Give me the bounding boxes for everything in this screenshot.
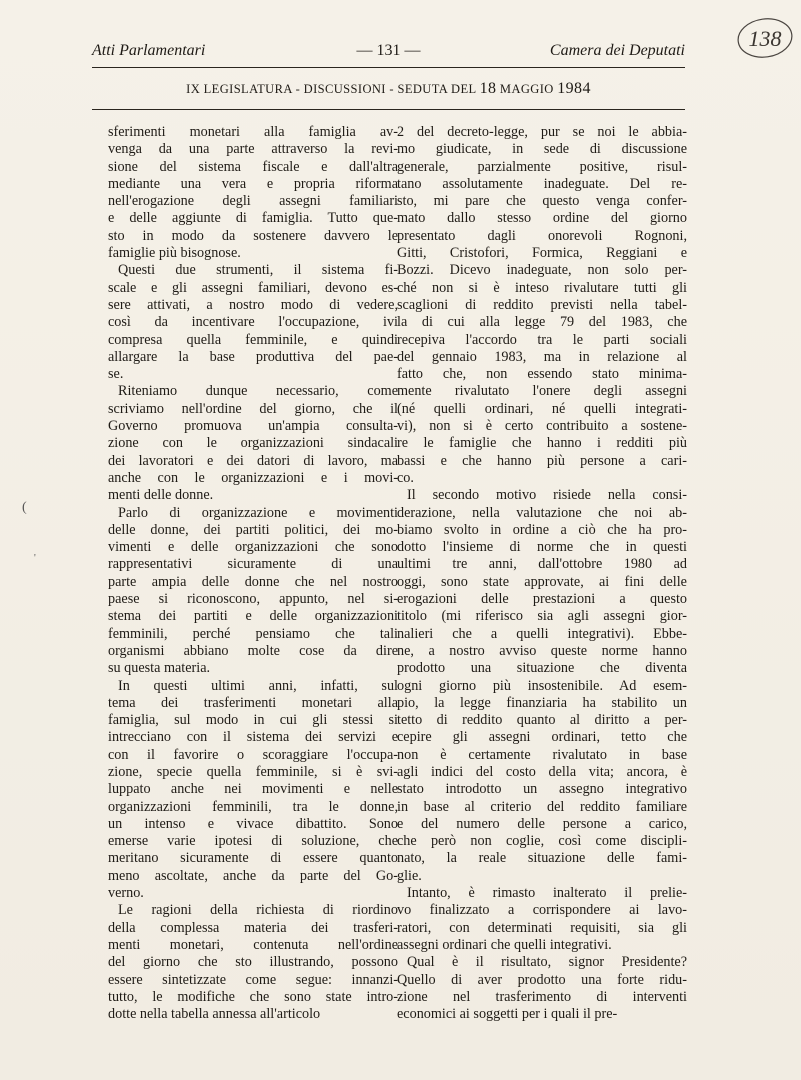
text-line: dotte nella tabella annessa all'articolo (108, 1006, 321, 1023)
text-line: Riteniamo dunque necessario, come (118, 383, 398, 400)
text-line: mato dallo stesso ordine del giorno (397, 210, 687, 227)
text-line: Parlo di organizzazione e movimenti (118, 504, 398, 521)
text-line: scriviamo nell'ordine del giorno, che il (108, 400, 398, 417)
text-line: Questi due strumenti, il sistema fi- (118, 262, 398, 279)
text-line: delle donne, dei partiti politici, dei mo- (108, 521, 398, 538)
text-column-left (108, 124, 398, 1023)
text-line: agli indici del costo della vita; ancora, è (397, 763, 687, 780)
text-line: (né quelli ordinari, né quelli integrati- (397, 400, 687, 417)
text-line: anche con le organizzazioni e i movi- (108, 469, 398, 486)
paragraph (108, 124, 398, 262)
page-header (92, 38, 685, 68)
subheader-year: 1984 (557, 80, 591, 97)
header-left: Atti Parlamentari (92, 42, 206, 59)
text-line: parte ampia delle donne che nel nostro (108, 573, 398, 590)
text-line: del gennaio 1983, ma in relazione al (397, 348, 687, 365)
text-line: venga da una parte attraverso la revi- (108, 141, 398, 158)
text-line: femminili, perché pensiamo che tali (108, 625, 398, 642)
text-line: dotto l'insieme di norme che in questi (397, 539, 687, 556)
text-line: pio, la legge finanziaria ha stabilito un (397, 694, 687, 711)
text-line: meritano sicuramente di essere quanto (108, 850, 398, 867)
text-line: re le famiglie che hanno i redditi più (397, 435, 687, 452)
text-line: mediante una vera e propria riforma (108, 175, 398, 192)
text-line: tetto di reddito quanto al diritto a per- (397, 712, 687, 729)
text-line: zione con le organizzazioni sindacali (108, 435, 398, 452)
text-line: ogni giorno più insostenibile. Ad esem- (397, 677, 687, 694)
text-line: sere attivati, a nostro modo di vedere, (108, 296, 398, 313)
text-line: co. (397, 469, 414, 486)
text-line: scale e gli assegni familiari, devono es- (108, 279, 398, 296)
paragraph (108, 262, 398, 383)
text-line: sto in modo da sostenere davvero le (108, 227, 398, 244)
text-line: zione nel trasferimento di interventi (397, 988, 687, 1005)
text-line: ratori, con determinati requisiti, sia gli (397, 919, 687, 936)
text-line: della complessa materia dei trasferi- (108, 919, 398, 936)
header-rule (92, 67, 685, 68)
subheader-rule (92, 109, 685, 110)
paragraph (108, 505, 398, 678)
text-line: Intanto, è rimasto inalterato il prelie- (407, 885, 687, 902)
text-line: organizzazioni femminili, tra le donne, (108, 798, 398, 815)
text-line: tema dei trasferimenti monetari alla (108, 694, 398, 711)
text-line: vimenti e delle organizzazioni che sono (108, 539, 398, 556)
text-line: titolo (mi riferisco sia agli assegni gior- (397, 608, 687, 625)
text-line: dei lavoratori e dei datori di lavoro, ma (108, 452, 398, 469)
text-line: cepire gli assegni ordinari, tetto che (397, 729, 687, 746)
text-line: famiglie più bisognose. (108, 245, 241, 262)
text-line: Bozzi. Dicevo inadeguate, non solo per- (397, 262, 687, 279)
text-line: su questa materia. (108, 660, 211, 677)
text-line: recepiva l'accordo tra le parti sociali (397, 331, 687, 348)
text-line: la di cui alla legge 79 del 1983, che (397, 314, 687, 331)
text-line: vo finalizzato a corrispondere ai lavo- (397, 902, 687, 919)
text-line: ne, a nostro avviso queste norme hanno (397, 642, 687, 659)
text-line: mo giudicate, in sede di discussione (397, 141, 687, 158)
text-line: In questi ultimi anni, infatti, sul (118, 677, 398, 694)
text-line: ultimi tre anni, dall'ottobre 1980 ad (397, 556, 687, 573)
text-line: prodotto una situazione che diventa (397, 660, 687, 677)
stamp-number: 138 (748, 26, 782, 51)
text-line: scaglioni di reddito previsti nella tabel- (397, 296, 687, 313)
text-line: nell'erogazione degli assegni familiari (108, 193, 398, 210)
text-line: essere sintetizzate come segue: innanzi- (108, 971, 398, 988)
text-line: ché non si è inteso rivalutare tutti gli (397, 279, 687, 296)
text-line: sto, mi pare che questo venga confer- (397, 193, 687, 210)
session-subheader (92, 80, 685, 98)
handwritten-page-stamp (735, 14, 795, 62)
paragraph (397, 885, 687, 954)
text-line: Qual è il risultato, signor Presidente? (407, 954, 687, 971)
text-line: menti delle donne. (108, 487, 214, 504)
subheader-text-a: IX LEGISLATURA - DISCUSSIONI - SEDUTA DEL (186, 82, 480, 96)
paragraph (108, 678, 398, 903)
text-line: Quello di aver prodotto una forte ridu- (397, 971, 687, 988)
text-line: biamo svolto in ordine a ciò che ha pro- (397, 521, 687, 538)
header-right: Camera dei Deputati (549, 42, 685, 59)
text-line: sferimenti monetari alla famiglia av- (108, 124, 398, 140)
text-line: economici ai soggetti per i quali il pre- (397, 1006, 618, 1023)
text-line: compresa quella femminile, e quindi (108, 331, 398, 348)
text-line: generale, parzialmente positive, risul- (397, 158, 687, 175)
text-line: emerse varie ipotesi di soluzione, che (108, 833, 398, 850)
text-line: allargare la base produttiva del pae- (108, 348, 398, 365)
text-line: oggi, sono state approvate, ai fini delle (397, 573, 687, 590)
text-line: Il secondo motivo risiede nella consi- (407, 487, 687, 504)
text-line: vi), non si è certo contribuito a sostene- (397, 418, 687, 435)
paragraph (108, 383, 398, 504)
text-column-right (397, 124, 687, 1023)
text-line: con il favorire o scoraggiare l'occupa- (108, 746, 398, 763)
paragraph (108, 902, 398, 1023)
text-line: bassi e che hanno più persone a cari- (397, 452, 687, 469)
subheader-text-b: MAGGIO (496, 82, 558, 96)
text-line: e delle aggiunte di famiglia. Tutto que- (108, 210, 398, 227)
text-line: che però non coglie, così come discipli- (397, 833, 687, 850)
text-line: presentato dagli onorevoli Rognoni, (397, 227, 687, 244)
margin-mark: ' (34, 553, 36, 564)
text-line: se. (108, 366, 124, 383)
text-line: sione del sistema fiscale e dall'altra (108, 158, 398, 175)
text-line: rappresentativi sicuramente di una (108, 556, 398, 573)
text-line: e del numero delle persone a carico, (397, 815, 687, 832)
text-line: assegni ordinari che quelli integrativi. (397, 936, 612, 953)
text-line: 2 del decreto-legge, pur se noi le abbia- (397, 124, 687, 140)
text-line: glie. (397, 867, 422, 884)
text-line: menti monetari, contenuta nell'ordine (108, 936, 398, 953)
text-line: un intenso e vivace dibattito. Sono (108, 815, 398, 832)
margin-mark: ( (22, 500, 27, 515)
text-line: luppato anche nei movimenti e nelle (108, 781, 398, 798)
text-line: stema dei partiti e delle organizzazioni (108, 608, 398, 625)
text-line: Le ragioni della richiesta di riordino (118, 902, 398, 919)
text-line: zione, specie quella femminile, si è svi- (108, 763, 398, 780)
text-line: così da incentivare l'occupazione, ivi (108, 314, 398, 331)
text-line: meno ascoltate, anche da parte del Go- (108, 867, 398, 884)
text-line: paese si riconoscono, appunto, nel si- (108, 591, 398, 608)
text-line: del giorno che sto illustrando, possono (108, 954, 398, 971)
text-line: in base al criterio del reddito familiare (397, 798, 687, 815)
text-line: fatto che, non essendo stato minima- (397, 366, 687, 383)
text-line: tutto, le modifiche che sono state intro- (108, 988, 398, 1005)
text-line: derazione, nella valutazione che noi ab- (397, 504, 687, 521)
text-line: nato, la reale situazione delle fami- (397, 850, 687, 867)
page-number: — 131 — (356, 42, 421, 59)
text-line: famiglia, sul modo in cui gli stessi si (108, 712, 398, 729)
text-line: erogazioni delle prestazioni a questo (397, 591, 687, 608)
text-line: mente rivalutato l'onere degli assegni (397, 383, 687, 400)
paragraph (397, 954, 687, 1023)
text-line: stato introdotto un assegno integrativo (397, 781, 687, 798)
text-line: Gitti, Cristofori, Formica, Reggiani e (397, 245, 687, 262)
text-line: tano assolutamente inadeguate. Del re- (397, 175, 687, 192)
text-line: organismi abbiano molte cose da dire (108, 642, 398, 659)
subheader-day: 18 (479, 80, 497, 97)
paragraph (397, 487, 687, 885)
text-line: Governo promuova un'ampia consulta- (108, 418, 398, 435)
paragraph (397, 124, 687, 487)
text-line: verno. (108, 885, 144, 902)
text-line: intrecciano con il sistema dei servizi e (108, 729, 398, 746)
text-line: non è certamente rivalutato in base (397, 746, 687, 763)
text-line: nalieri che a quelli integrativi). Ebbe- (397, 625, 687, 642)
